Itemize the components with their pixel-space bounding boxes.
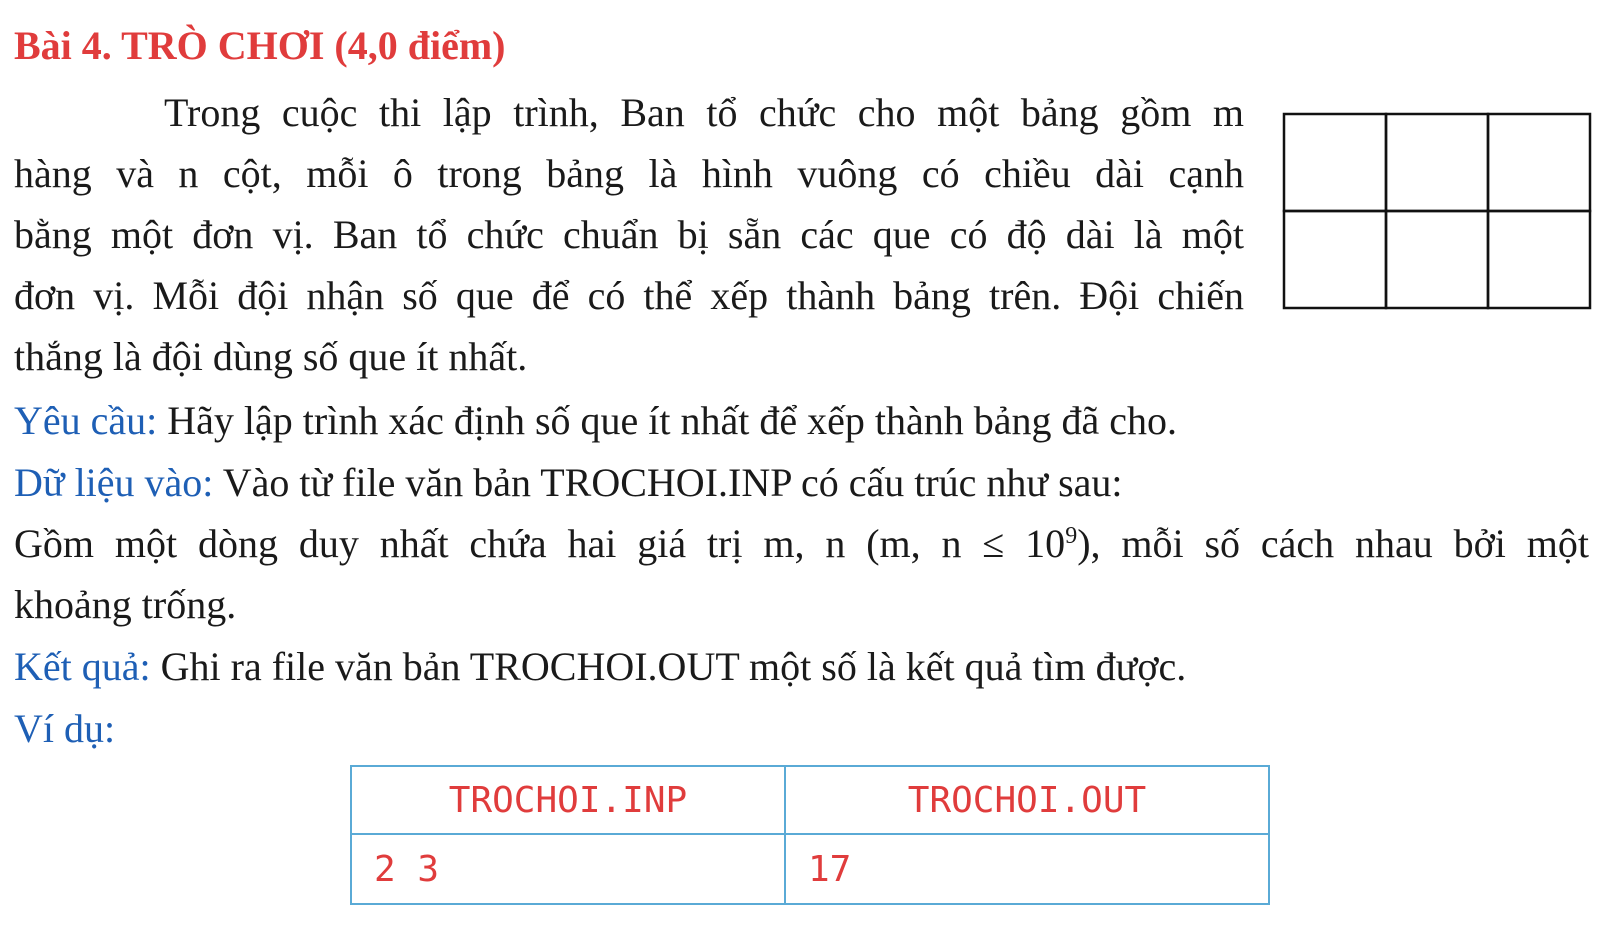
grid-cell <box>1386 114 1488 211</box>
table-row <box>351 834 1269 904</box>
table-cell-input: 2 3 <box>351 834 785 904</box>
input-format-line-2 <box>14 581 236 628</box>
input-format-text-2: khoảng trống. <box>14 582 237 627</box>
grid-cell <box>1386 211 1488 308</box>
input-line <box>14 459 1123 506</box>
requirement-line <box>14 397 1177 444</box>
table-header-input: TROCHOI.INP <box>351 766 785 834</box>
input-format-line <box>14 520 1589 567</box>
grid-cell <box>1284 211 1386 308</box>
example-table <box>350 765 1270 905</box>
output-text: Ghi ra file văn bản TROCHOI.OUT một số là kết quả tìm được. <box>150 644 1187 689</box>
input-format-text: Gồm một dòng duy nhất chứa hai giá trị m, n (m, n ≤ 10 <box>14 521 1066 566</box>
statement-line: bằng một đơn vị. Ban tổ chức chuẩn bị sẵn các que có độ dài là một <box>14 212 1244 257</box>
input-label: Dữ liệu vào: <box>14 460 214 505</box>
output-line <box>14 643 1186 690</box>
requirement-label: Yêu cầu: <box>14 398 158 443</box>
example-line <box>14 705 115 752</box>
grid-cell <box>1488 114 1590 211</box>
statement-line: đơn vị. Mỗi đội nhận số que để có thể xếp thành bảng trên. Đội chiến <box>14 273 1244 318</box>
table-header-output: TROCHOI.OUT <box>785 766 1269 834</box>
problem-statement <box>14 82 1244 387</box>
grid-figure <box>1282 112 1592 310</box>
exponent: 9 <box>1065 523 1078 549</box>
output-label: Kết quả: <box>14 644 151 689</box>
table-cell-output: 17 <box>785 834 1269 904</box>
statement-line: hàng và n cột, mỗi ô trong bảng là hình vuông có chiều dài cạnh <box>14 151 1244 196</box>
statement-line: Trong cuộc thi lập trình, Ban tổ chức cho một bảng gồm m <box>164 90 1244 135</box>
input-text: Vào từ file văn bản TROCHOI.INP có cấu trúc như sau: <box>213 460 1123 505</box>
grid-cell <box>1488 211 1590 308</box>
table-header-row <box>351 766 1269 834</box>
input-format-text-end: ), mỗi số cách nhau bởi một <box>1077 521 1590 566</box>
statement-line: thắng là đội dùng số que ít nhất. <box>14 334 528 379</box>
grid-cell <box>1284 114 1386 211</box>
example-label: Ví dụ: <box>14 706 116 751</box>
problem-title: Bài 4. TRÒ CHƠI (4,0 điểm) <box>14 23 506 68</box>
requirement-text: Hãy lập trình xác định số que ít nhất để xếp thành bảng đã cho. <box>157 398 1177 443</box>
